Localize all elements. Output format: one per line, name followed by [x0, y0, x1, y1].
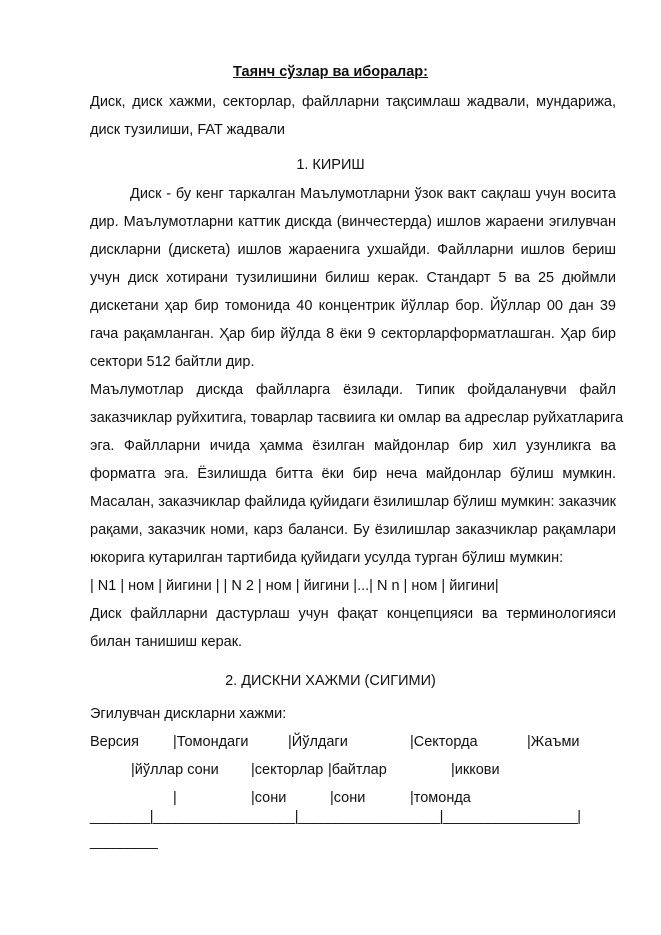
- table-intro: Эгилувчан дискларни хажми:: [90, 706, 287, 722]
- section-heading-2: 2. ДИСКНИ ХАЖМИ (СИГИМИ): [225, 673, 436, 689]
- table-cell: |байтлар: [328, 762, 387, 778]
- table-rule: ________|___________________|___________________|__________________|: [90, 809, 581, 825]
- paragraph-line: дир. Маълумотларни каттик дискда (винчестерда) ишлов жараени эгилувчан: [90, 214, 616, 230]
- paragraph-line: эга. Файлларни ичида ҳамма ёзилган майдонлар бир хил узунликга ва: [90, 438, 616, 454]
- table-cell: |иккови: [451, 762, 500, 778]
- record-format-line: | N1 | ном | йигини | | N 2 | ном | йигини |...| N n | ном | йигини|: [90, 578, 499, 594]
- table-cell: |Жаъми: [527, 734, 580, 750]
- section-heading-1: 1. КИРИШ: [296, 157, 365, 173]
- paragraph-line: заказчиклар руйхитига, товарлар тасвиига ки омлар ва адреслар руйхатларига: [90, 410, 624, 426]
- keywords-line: Диск, диск хажми, секторлар, файлларни тақсимлаш жадвали, мундарижа,: [90, 94, 616, 110]
- table-cell: Версия: [90, 734, 140, 750]
- paragraph-line: дискетани ҳар бир томонида 40 концентрик йўллар бор. Йўллар 00 дан 39: [90, 298, 616, 314]
- paragraph-line: форматга эга. Ёзилишда битта ёки бир неча майдонлар бўлиш мумкин.: [90, 466, 616, 482]
- table-cell: |йўллар сони: [131, 762, 219, 778]
- table-cell: |томонда: [410, 790, 471, 806]
- paragraph-line: дискларни (дискета) ишлов жараенига ухшайди. Файлларни ишлов бериш: [90, 242, 616, 258]
- paragraph-line: билан танишиш керак.: [90, 634, 243, 650]
- table-cell: |сони: [330, 790, 366, 806]
- paragraph-line: Масалан, заказчиклар файлида қуйидаги ёзилишлар бўлиш мумкин: заказчик: [90, 494, 616, 510]
- paragraph-line: Маълумотлар дискда файлларга ёзилади. Типик фойдаланувчи файл: [90, 382, 616, 398]
- paragraph-line: Диск файлларни дастурлаш учун фақат концепцияси ва терминологияси: [90, 606, 616, 622]
- table-cell: |Йўлдаги: [288, 734, 348, 750]
- table-cell: |сони: [251, 790, 287, 806]
- table-cell: |Секторда: [410, 734, 478, 750]
- table-rule: _________: [90, 834, 158, 850]
- keywords-line: диск тузилиши, FAT жадвали: [90, 122, 285, 138]
- paragraph-line: гача рақамланган. Ҳар бир йўлда 8 ёки 9 секторларформатлашган. Ҳар бир: [90, 326, 616, 342]
- table-cell: |Томондаги: [173, 734, 249, 750]
- table-cell: |: [173, 790, 177, 806]
- paragraph-line: рақами, заказчик номи, карз баланси. Бу ёзилишлар заказчиклар рақамлари: [90, 522, 616, 538]
- table-cell: |секторлар: [251, 762, 324, 778]
- paragraph-line: сектори 512 байтли дир.: [90, 354, 255, 370]
- paragraph-line: Диск - бу кенг таркалган Маълумотларни ўзок вакт сақлаш учун восита: [130, 186, 616, 202]
- keywords-title: Таянч сўзлар ва иборалар:: [233, 64, 428, 80]
- paragraph-line: учун диск хотирани тузилишини билиш керак. Стандарт 5 ва 25 дюймли: [90, 270, 616, 286]
- paragraph-line: юкорига кутарилган тартибида қуйидаги усулда турган бўлиш мумкин:: [90, 550, 564, 566]
